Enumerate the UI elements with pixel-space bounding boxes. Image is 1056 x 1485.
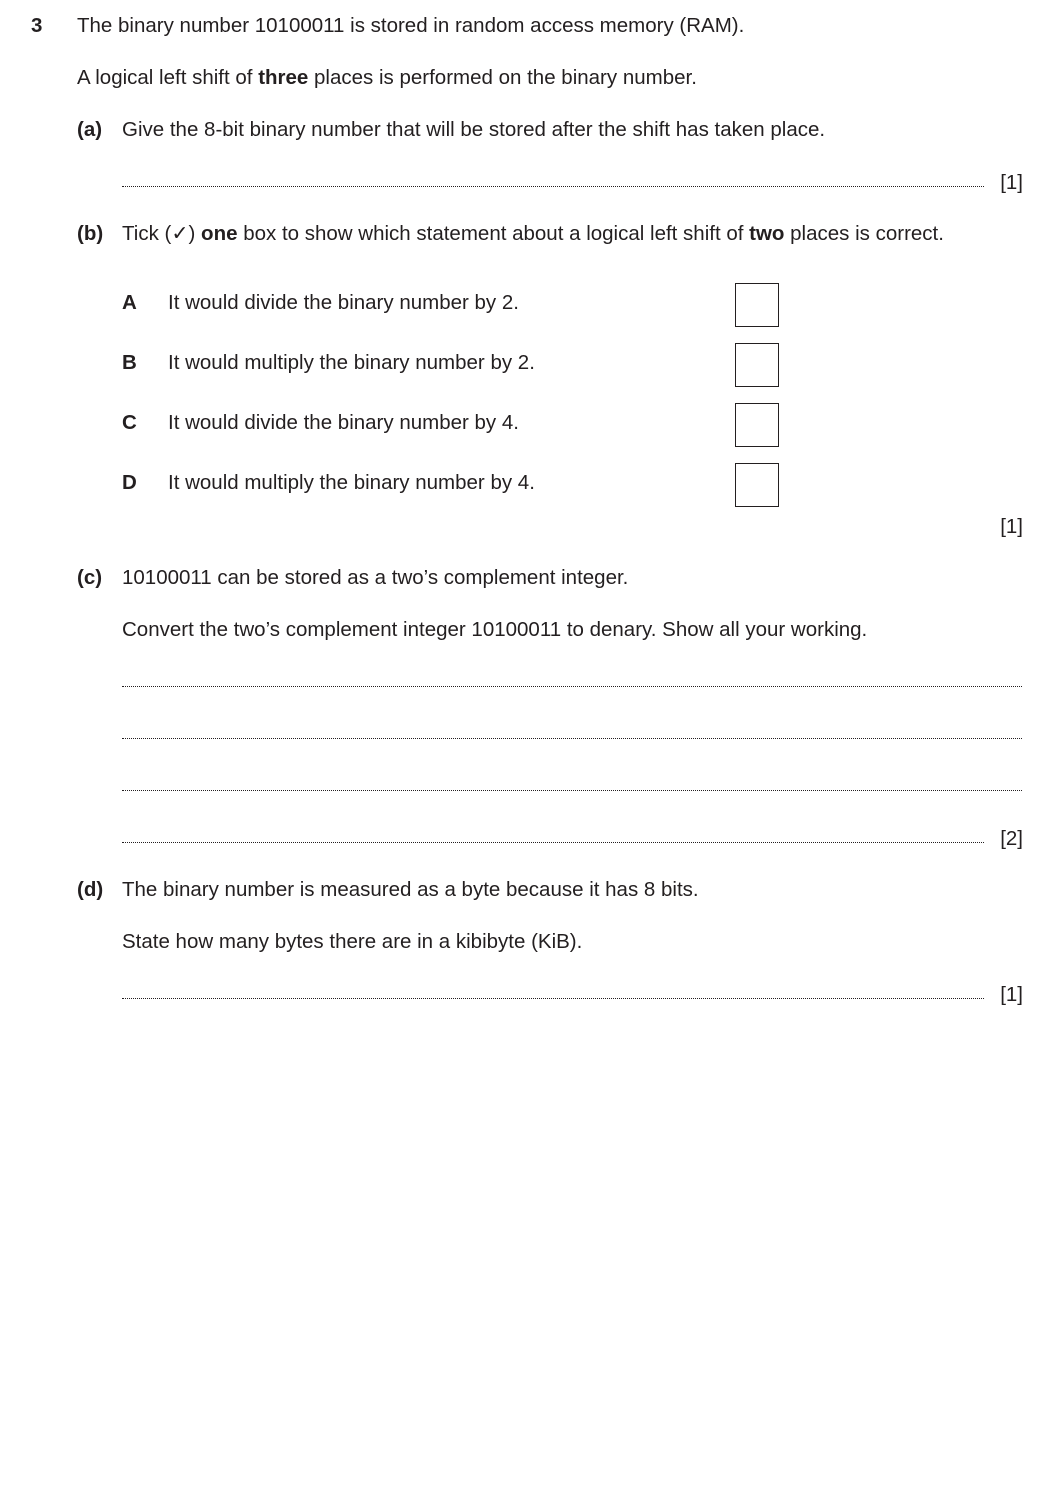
option-a-text: It would divide the binary number by 2. bbox=[168, 291, 519, 314]
part-c-answer-line[interactable] bbox=[122, 842, 984, 843]
part-d-label: (d) bbox=[77, 878, 104, 901]
option-c-letter: C bbox=[122, 411, 137, 434]
part-a-label: (a) bbox=[77, 118, 103, 141]
question-intro: The binary number 10100011 is stored in random access memory (RAM). bbox=[77, 14, 745, 37]
part-c-working-line-1[interactable] bbox=[122, 686, 1022, 687]
option-b-text: It would multiply the binary number by 2. bbox=[168, 351, 535, 374]
part-c-mark: [2] bbox=[1000, 827, 1023, 850]
part-a-question: Give the 8-bit binary number that will be stored after the shift has taken place. bbox=[122, 118, 826, 141]
part-d-mark: [1] bbox=[1000, 983, 1023, 1006]
part-b-question: Tick (✓) one box to show which statement about a logical left shift of two places is correct. bbox=[122, 222, 944, 245]
option-a-letter: A bbox=[122, 291, 137, 314]
part-a-answer-line[interactable] bbox=[122, 186, 984, 187]
option-c-text: It would divide the binary number by 4. bbox=[168, 411, 519, 434]
part-b-mark: [1] bbox=[1000, 515, 1023, 538]
option-b-tickbox[interactable] bbox=[735, 343, 779, 387]
option-c-tickbox[interactable] bbox=[735, 403, 779, 447]
part-d-question: State how many bytes there are in a kibibyte (KiB). bbox=[122, 930, 583, 953]
part-c-statement: 10100011 can be stored as a two’s complement integer. bbox=[122, 566, 629, 589]
question-shift-statement: A logical left shift of three places is performed on the binary number. bbox=[77, 66, 697, 89]
option-d-text: It would multiply the binary number by 4. bbox=[168, 471, 535, 494]
option-d-tickbox[interactable] bbox=[735, 463, 779, 507]
option-d-letter: D bbox=[122, 471, 137, 494]
option-b-letter: B bbox=[122, 351, 137, 374]
part-c-label: (c) bbox=[77, 566, 103, 589]
part-d-answer-line[interactable] bbox=[122, 998, 984, 999]
part-c-question: Convert the two’s complement integer 10100011 to denary. Show all your working. bbox=[122, 618, 868, 641]
question-number: 3 bbox=[31, 14, 43, 37]
part-c-working-line-3[interactable] bbox=[122, 790, 1022, 791]
part-d-statement: The binary number is measured as a byte because it has 8 bits. bbox=[122, 878, 699, 901]
option-a-tickbox[interactable] bbox=[735, 283, 779, 327]
part-b-label: (b) bbox=[77, 222, 104, 245]
part-a-mark: [1] bbox=[1000, 171, 1023, 194]
part-c-working-line-2[interactable] bbox=[122, 738, 1022, 739]
